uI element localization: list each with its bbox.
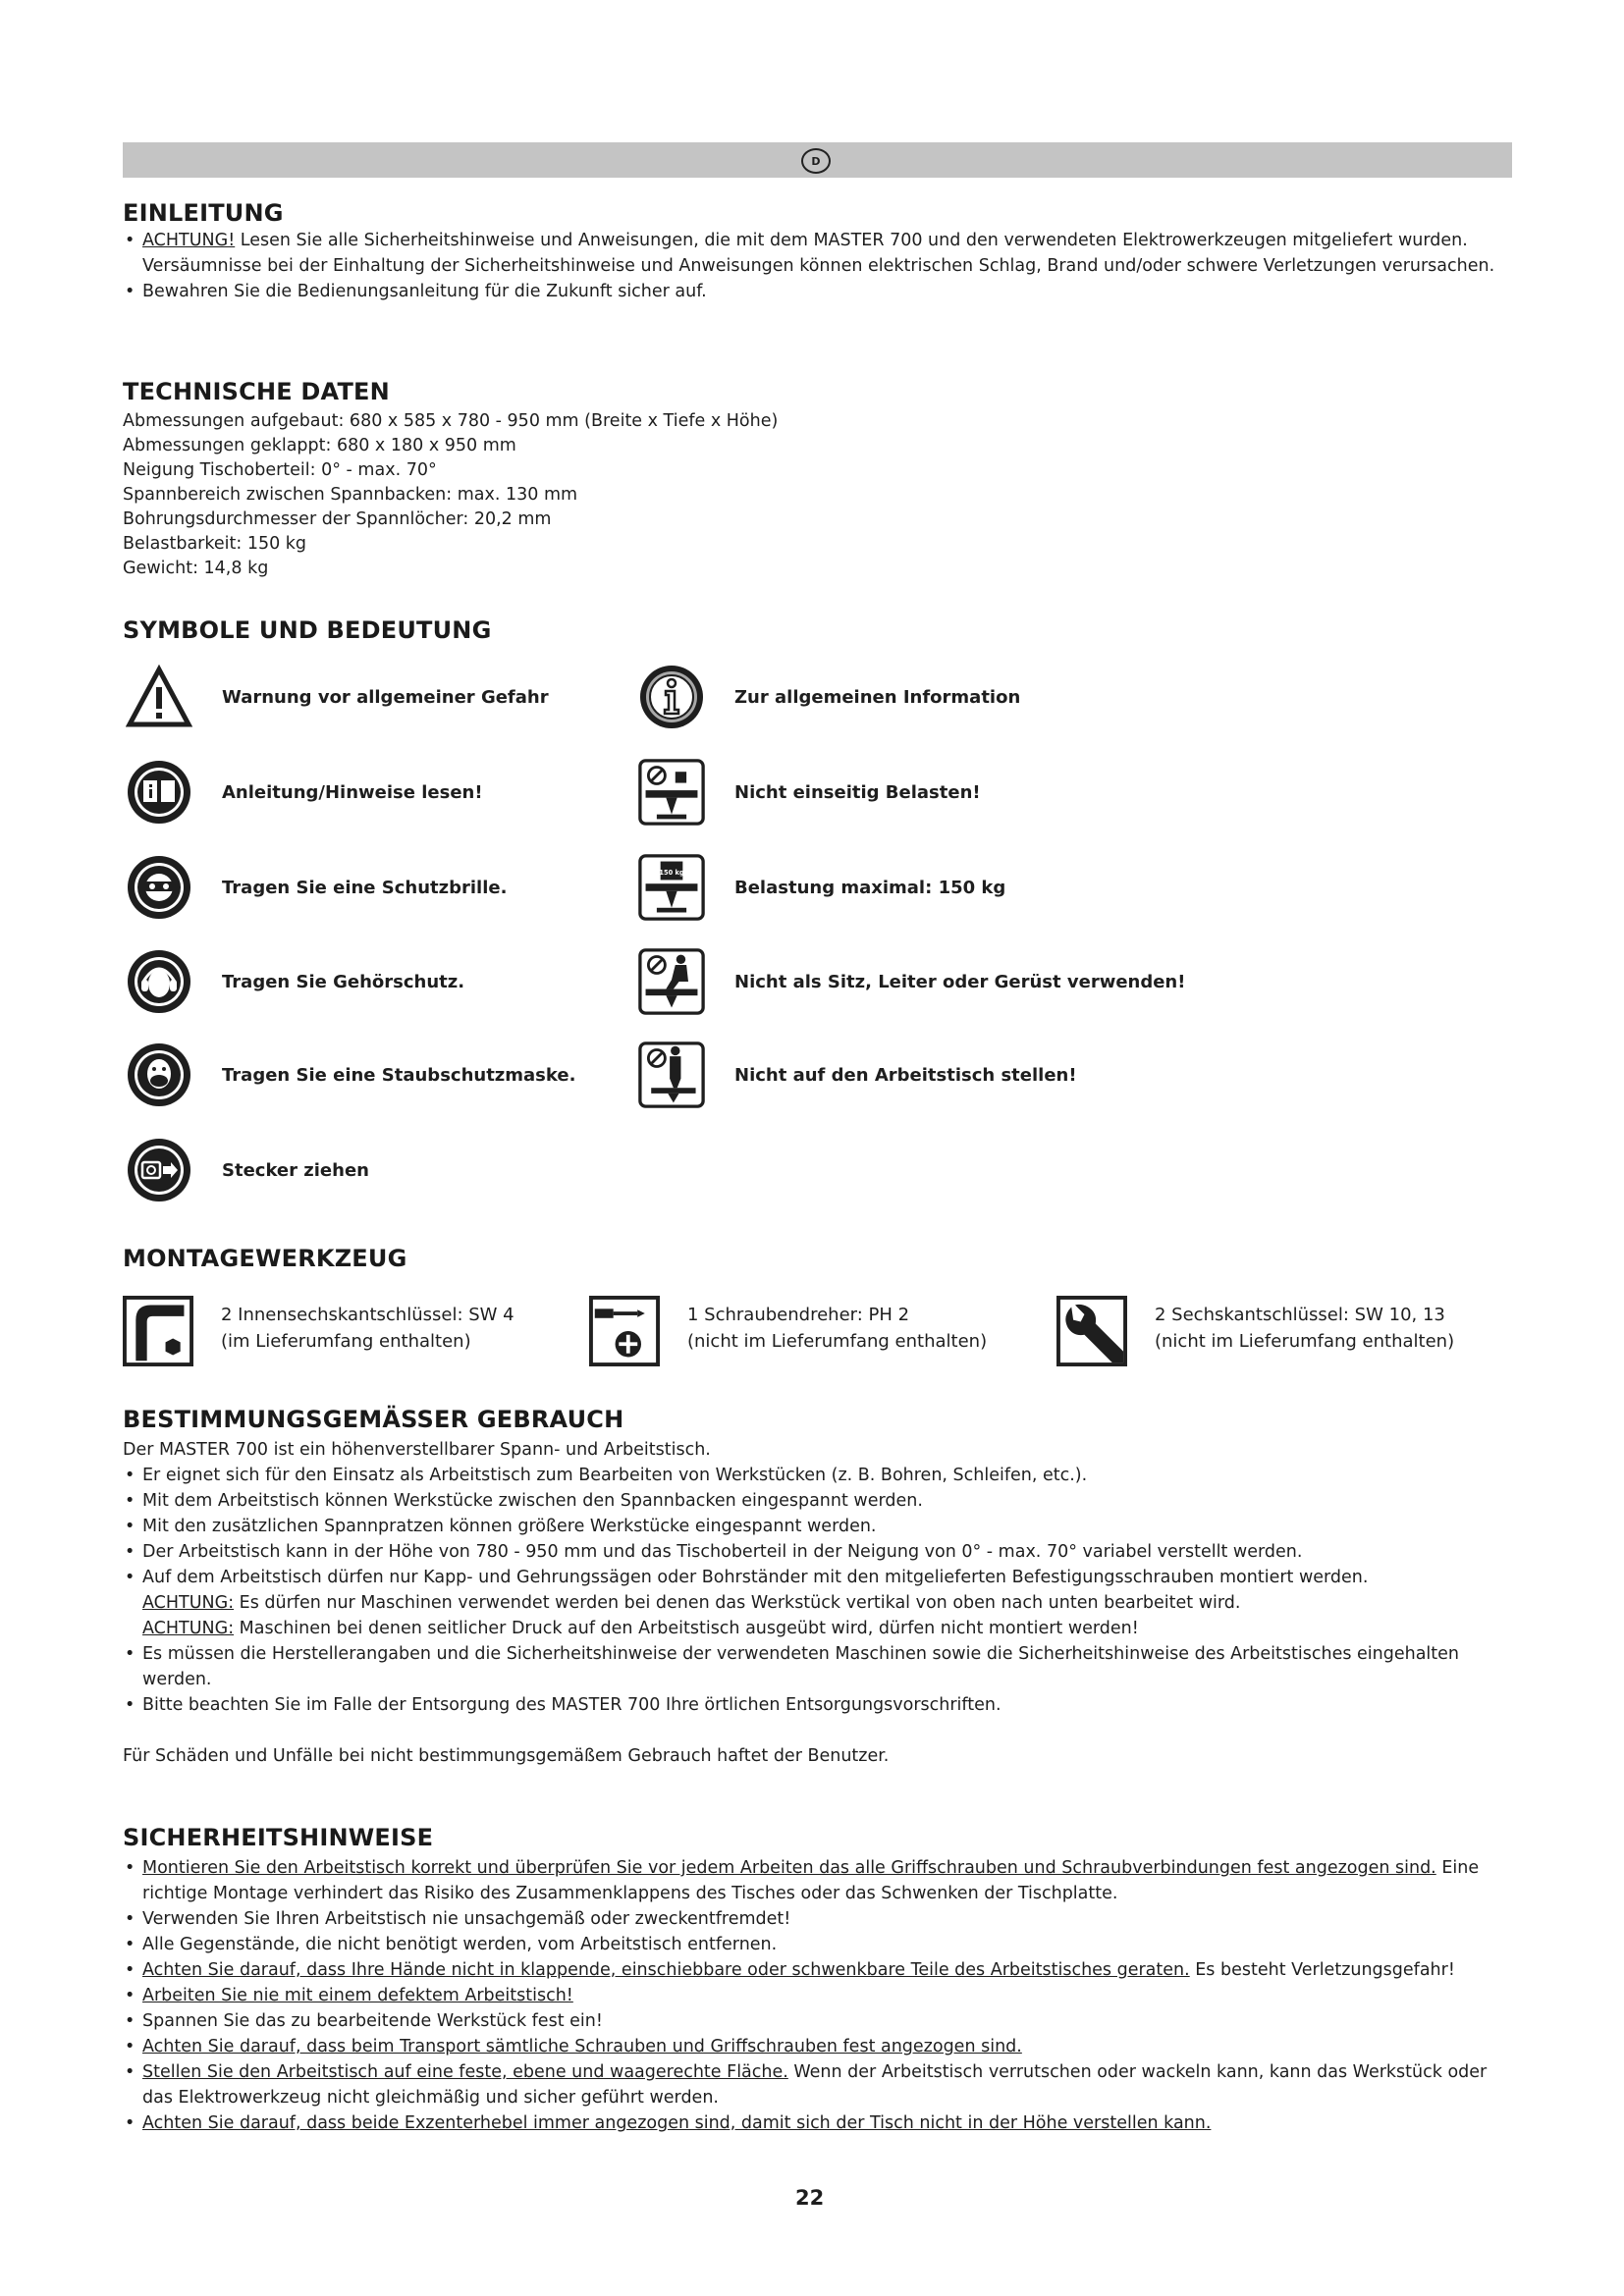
- no-standing-icon: [638, 1041, 705, 1108]
- einleitung-list: [123, 228, 1512, 304]
- tool-text: 1 Schraubendreher: PH 2 (nicht im Lieferumfang enthalten): [687, 1305, 988, 1352]
- symbol-row: [638, 854, 1005, 921]
- list-item: • Bewahren Sie die Bedienungsanleitung für die Zukunft sicher auf.: [123, 279, 1512, 304]
- list-item: • Achten Sie darauf, dass Ihre Hände nicht in klappende, einschiebbare oder schwenkbare Teile des Arbeitstisches geraten. Es besteht Verletzungsgefahr!: [123, 1957, 1517, 1983]
- section-title-symbole: SYMBOLE UND BEDEUTUNG: [123, 616, 492, 644]
- hex-key-icon: [123, 1296, 193, 1366]
- section-title-einleitung: EINLEITUNG: [123, 199, 284, 227]
- section-title-technische-daten: TECHNISCHE DATEN: [123, 378, 390, 405]
- list-item: • Alle Gegenstände, die nicht benötigt werden, vom Arbeitstisch entfernen.: [123, 1932, 1517, 1957]
- symbol-label: Nicht als Sitz, Leiter oder Gerüst verwenden!: [734, 971, 1186, 992]
- symbol-row: [126, 759, 483, 826]
- list-item: • Achten Sie darauf, dass beim Transport sämtliche Schrauben und Griffschrauben fest angezogen sind.: [123, 2034, 1517, 2059]
- screwdriver-icon: [589, 1296, 660, 1366]
- section-title-montagewerkzeug: MONTAGEWERKZEUG: [123, 1245, 407, 1272]
- symbol-row: [638, 759, 981, 826]
- no-uneven-load-icon: [638, 759, 705, 826]
- data-line: Abmessungen geklappt: 680 x 180 x 950 mm: [123, 436, 516, 455]
- list-item: • Verwenden Sie Ihren Arbeitstisch nie unsachgemäß oder zweckentfremdet!: [123, 1906, 1517, 1932]
- symbol-label: Nicht auf den Arbeitstisch stellen!: [734, 1064, 1077, 1086]
- ear-protection-icon: [126, 948, 192, 1015]
- wrench-icon: [1056, 1296, 1127, 1366]
- max-load-badge: 150 kg: [659, 868, 684, 877]
- page-number: 22: [795, 2186, 825, 2210]
- list-item: • Achten Sie darauf, dass beide Exzenterhebel immer angezogen sind, damit sich der Tisch nicht in der Höhe verstellen kann.: [123, 2110, 1517, 2136]
- tool-item-screwdriver: [589, 1296, 987, 1366]
- dust-mask-icon: [126, 1041, 192, 1108]
- symbol-row: [126, 1137, 369, 1203]
- tool-text: 2 Innensechskantschlüssel: SW 4 (im Lieferumfang enthalten): [221, 1305, 514, 1352]
- list-item: • ACHTUNG! Lesen Sie alle Sicherheitshinweise und Anweisungen, die mit dem MASTER 700 und den verwendeten Elektrowerkzeugen mitgeliefert wurden. Versäumnisse bei der Einhaltung der Sicherheitshinweise und Anweisungen können elektrischen Schlag, Brand und/oder schwere Verletzungen verursachen.: [123, 228, 1512, 279]
- gebrauch-intro: Der MASTER 700 ist ein höhenverstellbarer Spann- und Arbeitstisch.: [123, 1440, 711, 1460]
- symbol-label: Tragen Sie eine Schutzbrille.: [222, 877, 508, 898]
- list-item: • Spannen Sie das zu bearbeitende Werkstück fest ein!: [123, 2008, 1517, 2034]
- tool-item-wrench: [1056, 1296, 1454, 1366]
- symbol-row: [638, 664, 1020, 730]
- data-line: Bohrungsdurchmesser der Spannlöcher: 20,2 mm: [123, 509, 552, 529]
- symbol-label: Nicht einseitig Belasten!: [734, 781, 981, 803]
- section-title-sicherheit: SICHERHEITSHINWEISE: [123, 1824, 434, 1851]
- data-line: Abmessungen aufgebaut: 680 x 585 x 780 - 950 mm (Breite x Tiefe x Höhe): [123, 411, 779, 431]
- data-line: Belastbarkeit: 150 kg: [123, 534, 307, 554]
- symbol-row: [126, 664, 549, 730]
- technical-data-list: [123, 409, 1105, 581]
- symbol-row: [126, 1041, 575, 1108]
- information-icon: [638, 664, 705, 730]
- symbol-label: Tragen Sie eine Staubschutzmaske.: [222, 1064, 576, 1086]
- tool-text: 2 Sechskantschlüssel: SW 10, 13 (nicht im Lieferumfang enthalten): [1155, 1305, 1455, 1352]
- symbol-row: [126, 854, 507, 921]
- symbol-label: Zur allgemeinen Information: [734, 686, 1021, 708]
- no-sitting-icon: [638, 948, 705, 1015]
- tool-item-hex-key: [123, 1296, 514, 1366]
- list-item: • Bitte beachten Sie im Falle der Entsorgung des MASTER 700 Ihre örtlichen Entsorgungsvorschriften.: [123, 1692, 1517, 1718]
- gebrauch-block: [123, 1437, 1517, 1769]
- symbol-label: Belastung maximal: 150 kg: [734, 877, 1006, 898]
- liability-note: Für Schäden und Unfälle bei nicht bestimmungsgemäßem Gebrauch haftet der Benutzer.: [123, 1746, 890, 1766]
- sicherheit-list: [123, 1855, 1517, 2136]
- list-item: • Er eignet sich für den Einsatz als Arbeitstisch zum Bearbeiten von Werkstücken (z. B. Bohren, Schleifen, etc.).: [123, 1463, 1517, 1488]
- symbol-row: [126, 948, 464, 1015]
- read-manual-icon: [126, 759, 192, 826]
- list-item: • Arbeiten Sie nie mit einem defektem Arbeitstisch!: [123, 1983, 1517, 2008]
- section-title-gebrauch: BESTIMMUNGSGEMÄSSER GEBRAUCH: [123, 1406, 624, 1433]
- unplug-icon: [126, 1137, 192, 1203]
- symbol-label: Anleitung/Hinweise lesen!: [222, 781, 483, 803]
- list-item: • Auf dem Arbeitstisch dürfen nur Kapp- und Gehrungssägen oder Bohrständer mit den mitgelieferten Befestigungsschrauben montiert werden.: [123, 1565, 1517, 1590]
- warning-triangle-icon: [126, 664, 192, 730]
- symbol-label: Tragen Sie Gehörschutz.: [222, 971, 465, 992]
- list-item: • Es müssen die Herstellerangaben und die Sicherheitshinweise der verwendeten Maschinen sowie die Sicherheitshinweise des Arbeitstisches eingehalten werden.: [123, 1641, 1517, 1692]
- data-line: Gewicht: 14,8 kg: [123, 559, 269, 578]
- warning-note: ACHTUNG: Maschinen bei denen seitlicher Druck auf den Arbeitstisch ausgeübt wird, dürfen nicht montiert werden!: [142, 1619, 1139, 1638]
- symbol-label: Warnung vor allgemeiner Gefahr: [222, 686, 549, 708]
- language-badge: D: [801, 148, 831, 174]
- max-load-icon: [638, 854, 705, 921]
- warning-note: ACHTUNG: Es dürfen nur Maschinen verwendet werden bei denen das Werkstück vertikal von oben nach unten bearbeitet wird.: [142, 1593, 1241, 1613]
- list-item: • Mit den zusätzlichen Spannpratzen können größere Werkstücke eingespannt werden.: [123, 1514, 1517, 1539]
- symbol-row: [638, 948, 1185, 1015]
- symbol-label: Stecker ziehen: [222, 1159, 369, 1181]
- list-item: • Der Arbeitstisch kann in der Höhe von 780 - 950 mm und das Tischoberteil in der Neigung von 0° - max. 70° variabel verstellt werden.: [123, 1539, 1517, 1565]
- safety-goggles-icon: [126, 854, 192, 921]
- list-item: • Mit dem Arbeitstisch können Werkstücke zwischen den Spannbacken eingespannt werden.: [123, 1488, 1517, 1514]
- list-item: • Montieren Sie den Arbeitstisch korrekt und überprüfen Sie vor jedem Arbeiten das alle Griffschrauben und Schraubverbindungen fest angezogen sind. Eine richtige Montage verhindert das Risiko des Zusammenklappens des Tisches oder das Schwenken der Tischplatte.: [123, 1855, 1517, 1906]
- list-item: • Stellen Sie den Arbeitstisch auf eine feste, ebene und waagerechte Fläche. Wenn der Arbeitstisch verrutschen oder wackeln kann, kann das Werkstück oder das Elektrowerkzeug nicht gleichmäßig und sicher geführt werden.: [123, 2059, 1517, 2110]
- symbol-row: [638, 1041, 1077, 1108]
- data-line: Spannbereich zwischen Spannbacken: max. 130 mm: [123, 485, 578, 505]
- data-line: Neigung Tischoberteil: 0° - max. 70°: [123, 460, 437, 480]
